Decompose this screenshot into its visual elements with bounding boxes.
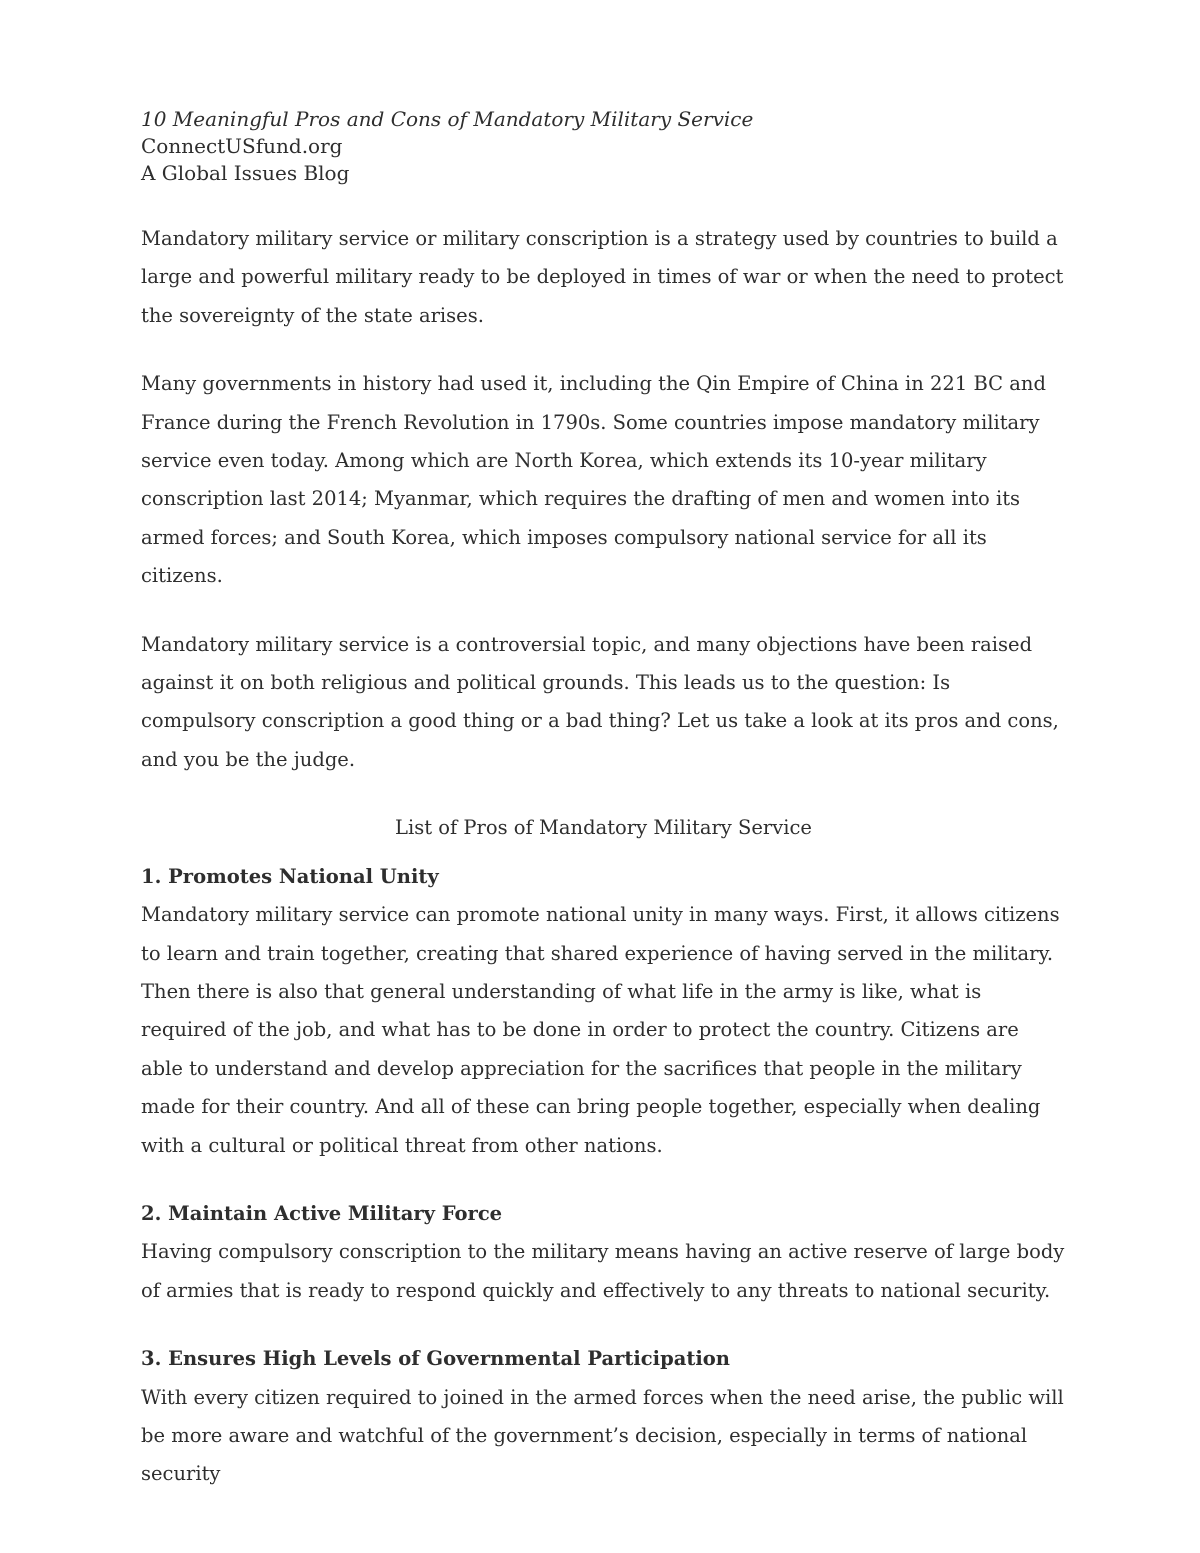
intro-paragraph-2: Many governments in history had used it, including the Qin Empire of China in 221 BC and France during the French Revolution in 1790s. Some countries impose mandatory military service even today. Among which are North Korea, which extends its 10-year military conscription last 2014; Myanmar, which requires the drafting of men and women into its armed forces; and South Korea, which imposes compulsory national service for all its citizens.: [141, 372, 1046, 588]
spacer: [141, 596, 1066, 626]
document-source: ConnectUSfund.org: [141, 134, 343, 158]
pro-item-2-text: Having compulsory conscription to the military means having an active reserve of large body of armies that is ready to respond quickly and effectively to any threats to national security.: [141, 1240, 1065, 1302]
spacer: [141, 335, 1066, 365]
pro-item-3-heading: 3. Ensures High Levels of Governmental Participation: [141, 1347, 730, 1371]
spacer: [141, 779, 1066, 809]
spacer: [141, 187, 1066, 220]
pro-item-3-text: With every citizen required to joined in the armed forces when the need arise, the public will be more aware and watchful of the government’s decision, especially in terms of national security: [141, 1385, 1064, 1486]
pro-item-1-heading: 1. Promotes National Unity: [141, 864, 439, 888]
document-title: 10 Meaningful Pros and Cons of Mandatory Military Service: [141, 107, 754, 131]
spacer: [141, 1165, 1066, 1195]
document-content: [141, 106, 1066, 1494]
document-subtitle: A Global Issues Blog: [141, 161, 350, 185]
pro-item-1-text: Mandatory military service can promote national unity in many ways. First, it allows citizens to learn and train together, creating that shared experience of having served in the military. Then there is also that general understanding of what life in the army is like, what is required of the job, and what has to be done in order to protect the country. Citizens are able to understand and develop appreciation for the sacrifices that people in the military made for their country. And all of these can bring people together, especially when dealing with a cultural or political threat from other nations.: [141, 903, 1060, 1157]
intro-paragraph-3: Mandatory military service is a controversial topic, and many objections have been raised against it on both religious and political grounds. This leads us to the question: Is compulsory conscription a good thing or a bad thing? Let us take a look at its pros and cons, and you be the judge.: [141, 632, 1059, 771]
spacer: [141, 848, 1066, 858]
pro-item-2-heading: 2. Maintain Active Military Force: [141, 1201, 503, 1225]
pros-section-heading: List of Pros of Mandatory Military Service: [395, 816, 812, 840]
intro-paragraph-1: Mandatory military service or military conscription is a strategy used by countries to build a large and powerful military ready to be deployed in times of war or when the need to protect the sovereignty of the state arises.: [141, 227, 1064, 327]
spacer: [141, 1310, 1066, 1340]
